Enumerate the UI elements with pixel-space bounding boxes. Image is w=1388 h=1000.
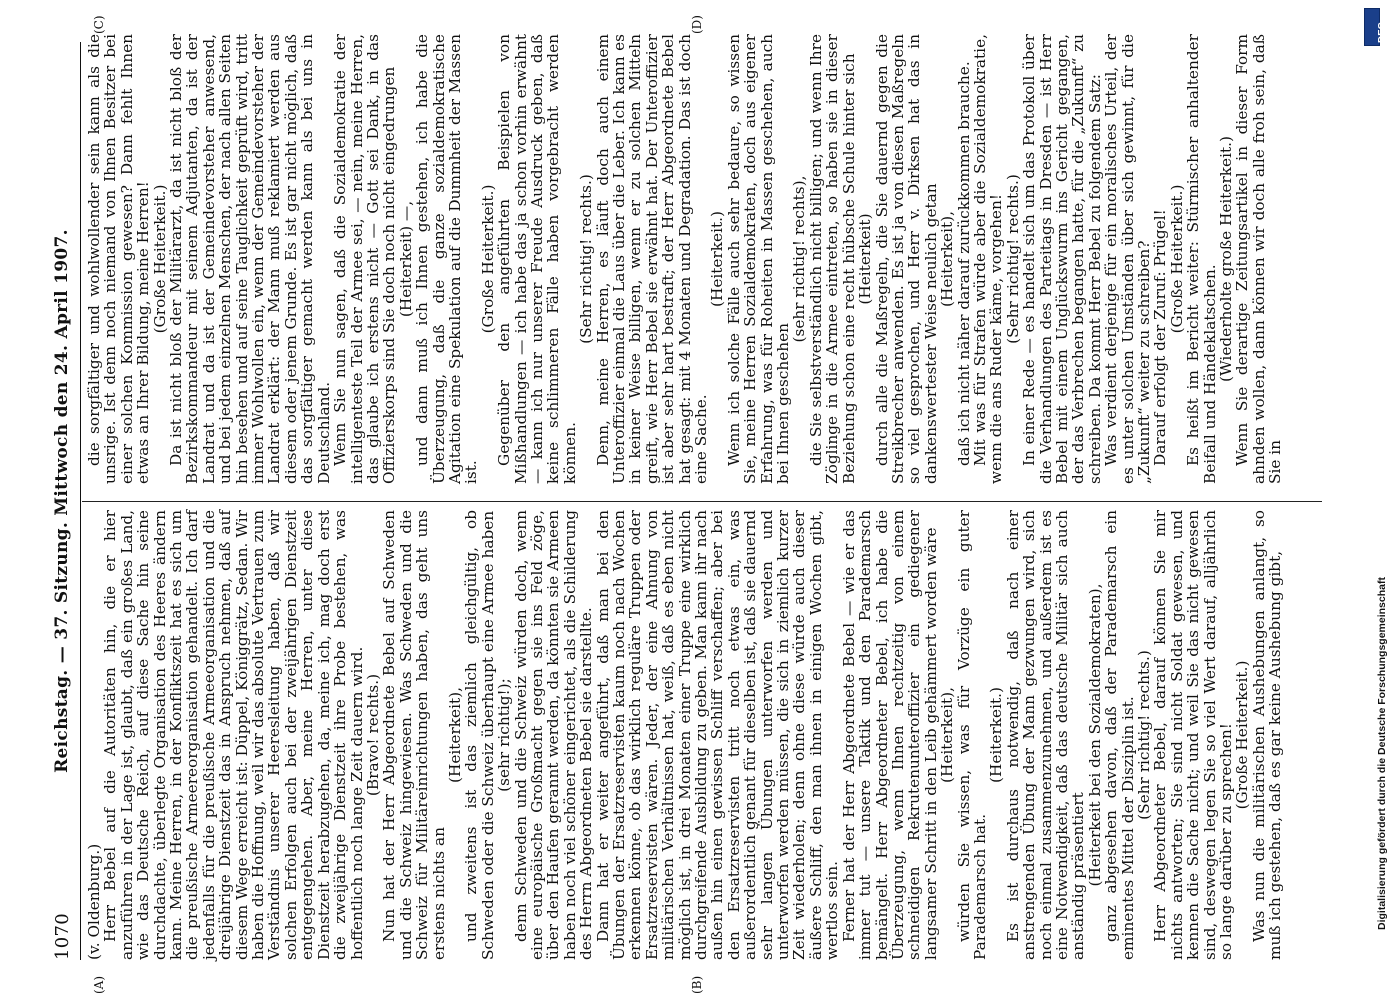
column-separator (82, 501, 1322, 502)
interjection: (Heiterkeit), (938, 211, 957, 307)
paragraph: denn Schweden und die Schweiz würden doch, wenn eine europäische Großmacht gegen sie ins Feld zöge, über den Haufen gerannt werden, da könnten sie Armeen haben noch viel schöner eingerichtet, als die Schilderung des Herrn Abgeordneten Bebel sie darstellte. (511, 510, 596, 960)
paragraph: In einer Rede — es handelt sich um das Protokoll über die Verhandlungen des Parteitags in Dresden — ist Herr Bebel mit einem Unglückswurm ins Gericht gegangen, der das Verbrechen begangen hatte, für die „Zukunft“ zu schreiben. Da kommt Herr Bebel zu folgendem Satz: (1020, 34, 1104, 484)
paragraph: Es heißt im Bericht weiter: Stürmischer anhaltender Beifall und Händeklatschen. (1184, 34, 1219, 484)
paragraph: daß ich nicht näher darauf zurückkommen brauche. (954, 61, 973, 466)
interjection: (Sehr richtig! rechts.) (1003, 174, 1022, 344)
interjection: (Große Heiterkeit.) (478, 184, 497, 334)
interjection: (Sehr richtig! rechts.) (1135, 650, 1153, 820)
interjection: (Heiterkeit), (938, 687, 957, 783)
paragraph: die sorgfältiger und wohlwollender sein kann als die unsrige. Ist denn noch niemand von Ihnen Besitzer bei einer solchen Kommission gewesen? Dann fehlt Ihnen etwas an Ihrer Bildung, meine Herren! (85, 34, 153, 484)
paragraph: die Sie selbstverständlich nicht billigen; und wenn Ihre Zöglinge in die Armee eintreten, so haben sie in dieser Beziehung schon eine recht hübsche Schule hinter sich (806, 34, 858, 484)
dfg-logo-text: DFG (1377, 21, 1388, 43)
interjection: (Sehr richtig! rechts.) (577, 174, 596, 344)
paragraph: Darauf erfolgt der Zuruf: Prügel! (1151, 209, 1170, 466)
interjection: (sehr richtig! rechts), (790, 175, 809, 343)
interjection: (Bravo! rechts.) (363, 673, 382, 797)
paragraph: Nun hat der Herr Abgeordnete Bebel auf Schweden und die Schweiz hingewiesen. Was Schweden und die Schweiz für Militäreinrichtungen haben, das geht uns erstens nichts an (380, 510, 448, 960)
interjection: (Heiterkeit.) (987, 687, 1006, 783)
paragraph: Denn, meine Herren, es läuft doch auch einem Unteroffizier einmal die Laus über die Leber. Ich kann es in keiner Weise billigen, wenn er zu solchen Mitteln greift, wie Herr Bebel sie erwähnt hat. Der Unteroffizier ist aber sehr hart bestraft; der Herr Abgeordnete Bebel hat gesagt: mit 4 Monaten und Degradation. Das ist doch eine Sache. (593, 34, 711, 484)
paragraph: und dann muß ich Ihnen gestehen, ich habe die Überzeugung, daß die ganze sozialdemokratische Agitation eine Spekulation auf die Dummheit der Massen ist. (413, 34, 481, 484)
dfg-logo (1364, 8, 1388, 46)
margin-marker-a: (A) (92, 975, 106, 994)
margin-marker-c: (C) (92, 15, 106, 34)
paragraph: und zweitens ist das ziemlich gleichgültig, ob Schweden oder die Schweiz überhaupt eine Armee haben (462, 510, 497, 960)
paragraph: Was nun die militärischen Aushebungen anlangt, so muß ich gestehen, daß es gar keine Aushebung gibt, (1249, 510, 1285, 960)
paragraph: Ferner hat der Herr Abgeordnete Bebel — wie er das immer tut — unsere Taktik und den Parademarsch bemängelt. Herr Abgeordneter Bebel, ich habe die Überzeugung, wenn Ihnen rechtzeitig von einem schneidigen Rekrutenunteroffizier ein gediegener langsamer Schritt in den Leib gehämmert worden wäre (839, 510, 940, 960)
paragraph: ganz abgesehen davon, daß der Parademarsch ein eminentes Mittel der Disziplin ist. (1102, 510, 1137, 960)
paragraph: durch alle die Maßregeln, die Sie dauernd gegen die Streikbrecher anwenden. Es ist ja von diesen Maßregeln so viel gesprochen, und Herr v. Dirksen hat das in dankenswertester Weise neulich getan (872, 34, 940, 484)
interjection: (v. Oldenburg.) (85, 843, 103, 960)
paragraph: Herr Abgeordneter Bebel, darauf können Sie mir nichts antworten; Sie sind nicht Soldat gewesen, und kennen die Sache nicht; und weil Sie das nicht gewesen sind, deswegen legen Sie so viel Wert darauf, alljährlich so lange darüber zu sprechen! (1151, 510, 1236, 960)
header-title: Reichstag. — 37. Sitzung. Mittwoch den 24. April 1907. (52, 229, 72, 773)
margin-marker-b: (B) (690, 975, 704, 994)
paragraph: würden Sie wissen, was für Vorzüge ein guter Parademarsch hat. (954, 510, 989, 960)
interjection: (Heiterkeit), (445, 687, 464, 783)
interjection: (Heiterkeit) —, (396, 200, 415, 318)
left-column (86, 510, 1322, 960)
paragraph: Wenn Sie derartige Zeitungsartikel in dieser Form ahnden wollen, dann können wir doch alle froh sein, daß Sie in (1233, 34, 1285, 484)
paragraph: Wenn Sie nun sagen, daß die Sozialdemokratie der intelligenteste Teil der Armee sei, — nein, meine Herren, das glaube ich erstens nicht — Gott sei Dank, in das Offizierskorps sind Sie doch noch nicht eingedrungen (331, 34, 399, 484)
page-header (52, 42, 78, 960)
interjection: (Heiterkeit bei den Sozialdemokraten), (1085, 583, 1104, 887)
paragraph: Was verdient derjenige für ein moralisches Urteil, der es unter solchen Umständen über sich gewinnt, für die „Zukunft“ weiter zu schreiben? (1102, 34, 1153, 484)
paragraph: Dann hat er weiter angeführt, daß man bei den Übungen der Ersatzreservisten kaum noch nach Wochen erkennen könne, ob das wirklich reguläre Truppen oder Ersatzreservisten wären. Jeder, der eine Ahnung von militärischen Verhältnissen hat, weiß, daß es eben nicht möglich ist, in drei Monaten einer Truppe eine wirklich durchgreifende Ausbildung zu geben. Man kann ihr nach außen hin einen gewissen Schliff verschaffen; aber bei den Ersatzreservisten tritt noch etwas ein, was außerordentlich genant für dieselben ist, daß sie dauernd sehr langen Übungen unterworfen werden und unterworfen werden müssen, die sich in ziemlich kurzer Zeit wiederholen; denn ohne diese würde auch dieser äußere Schliff, den man ihnen in einigen Wochen gibt, wertlos sein. (593, 510, 842, 960)
interjection: (Heiterkeit) (856, 213, 875, 305)
interjection: (Große Heiterkeit.) (1167, 184, 1186, 334)
paragraph: Gegenüber den angeführten Beispielen von Mißhandlungen — ich habe das ja schon vorhin erwähnt — kann ich nur unserer Freude Ausdruck geben, daß keine schlimmeren Fälle haben vorgebracht werden können. (495, 34, 579, 484)
page-number: 1070 (52, 912, 73, 960)
interjection: (Große Heiterkeit.) (150, 184, 169, 334)
paragraph: Mit was für Strafen würde aber die Sozialdemokratie, wenn die ans Ruder käme, vorgehen! (970, 34, 1006, 484)
interjection: (Große Heiterkeit.) (1233, 660, 1252, 810)
paragraph: Wenn ich solche Fälle auch sehr bedaure, so wissen Sie, meine Herren Sozialdemokraten, doch aus eigener Erfahrung, was für Roheiten in Massen geschehen, auch bei Ihnen geschehen (724, 34, 793, 484)
margin-marker-d: (D) (690, 15, 704, 34)
paragraph: Herr Bebel auf die Autoritäten hin, die er hier anzuführen in der Lage ist, glaubt, daß ein großes Land, wie das Deutsche Reich, auf diese Sache hin seine durchdachte, überlegte Organisation des Heeres ändern kann. Meine Herren, in der Konfliktszeit hat es sich um die preußische Armeereorganisation gehandelt. Ich darf jedenfalls für die preußische Armeeorganisation und die dreijährige Dienstzeit das in Anspruch nehmen, daß auf diesem Wege erreicht ist: Düppel, Königgrätz, Sedan. Wir haben die Hoffnung, weil wir das absolute Vertrauen zum Verständnis unserer Heeresleitung haben, daß wir solchen Erfolgen auch bei der zweijährigen Dienstzeit entgegengehen. Aber, meine Herren, unter diese Dienstzeit herabzugehen, da, meine ich, mag doch erst die zweijährige Dienstzeit ihre Probe bestehen, was hoffentlich noch lange Zeit dauern wird. (101, 510, 366, 960)
dfg-credit (1364, 21, 1388, 930)
right-column (86, 34, 1322, 484)
header-rule (80, 42, 81, 960)
interjection: (Wiederholte große Heiterkeit.) (1217, 136, 1236, 382)
interjection: (Heiterkeit.) (708, 211, 727, 307)
interjection: (sehr richtig!); (495, 678, 514, 792)
credit-text: Digitalisierung gefördert durch die Deutsche Forschungsgemeinschaft (1376, 577, 1388, 930)
paragraph: Es ist durchaus notwendig, daß nach einer anstrengenden Übung der Mann gezwungen wird, sich noch einmal zusammenzunehmen, und außerdem ist es eine Notwendigkeit, daß das deutsche Militär sich auch anständig präsentiert (1003, 510, 1088, 960)
paragraph: Da ist nicht bloß der Militärarzt, da ist nicht bloß der Bezirkskommandeur mit seinem Adjutanten, da ist der Landrat und da ist der Gemeindevorsteher anwesend, und bei jedem einzelnen Menschen, der nach allen Seiten hin besehen und auf seine Tauglichkeit geprüft wird, tritt immer Wohlwollen ein, wenn der Gemeindevorsteher der Landrat erklärt: der Mann muß reklamiert werden aus diesem oder jenem Grunde. Es ist gar nicht möglich, daß das sorgfältiger gemacht werden kann als bei uns in Deutschland. (167, 34, 333, 484)
